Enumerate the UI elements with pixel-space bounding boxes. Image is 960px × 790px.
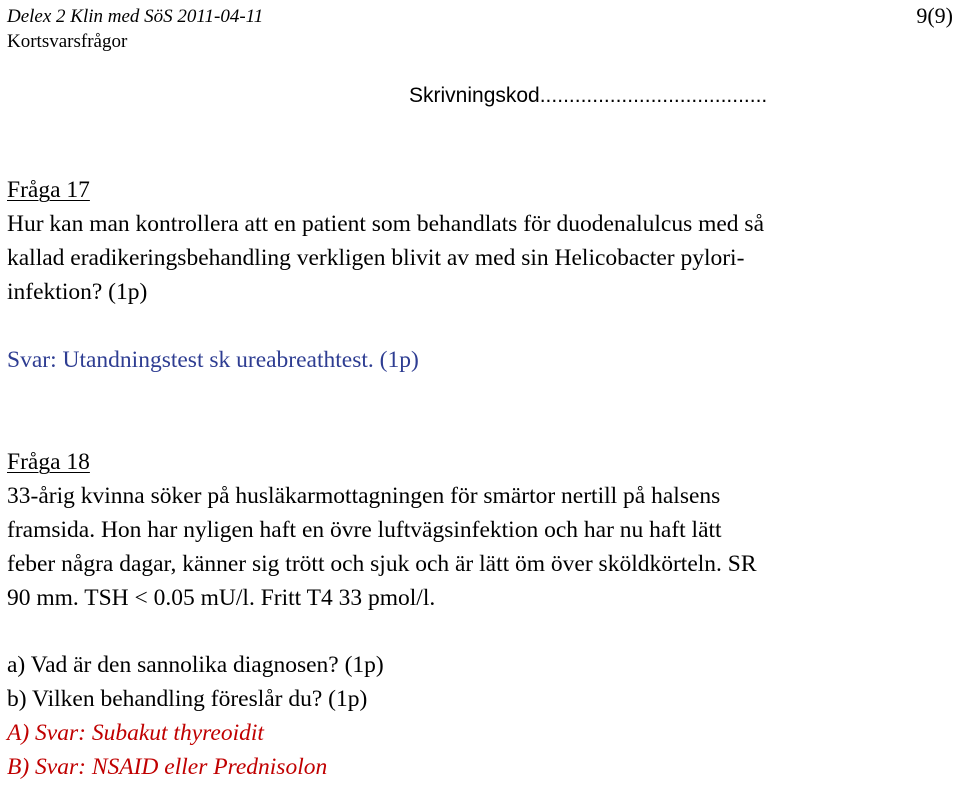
question-18 [7,445,957,615]
subquestion-b: b) Vilken behandling föreslår du? (1p) [7,686,368,712]
page-number: 9(9) [916,3,953,28]
question-17-heading: Fråga 17 [7,177,90,203]
question-18-subquestions [7,648,957,784]
page-header [7,4,263,54]
writing-code-field: Skrivningskod....................................... [409,84,768,107]
question-18-line: 33-årig kvinna söker på husläkarmottagningen för smärtor nertill på halsens [7,483,721,509]
course-title: Delex 2 Klin med SöS 2011-04-11 [7,6,264,27]
question-17-answer: Svar: Utandningstest sk ureabreathtest. (1p) [7,347,419,373]
subquestion-a: a) Vad är den sannolika diagnosen? (1p) [7,652,384,678]
question-18-line: feber några dagar, känner sig trött och sjuk och är lätt öm över sköldkörteln. SR [7,551,757,577]
question-18-line: 90 mm. TSH < 0.05 mU/l. Fritt T4 33 pmol/l. [7,585,436,611]
question-18-heading: Fråga 18 [7,449,90,475]
question-17-line: Hur kan man kontrollera att en patient som behandlats för duodenalulcus med så [7,211,765,237]
question-17-line: kallad eradikeringsbehandling verkligen blivit av med sin Helicobacter pylori- [7,245,745,271]
question-17 [7,173,957,309]
section-title: Kortsvarsfrågor [7,31,128,52]
question-18-line: framsida. Hon har nyligen haft en övre luftvägsinfektion och har nu haft lätt [7,517,722,543]
answer-b: B) Svar: NSAID eller Prednisolon [7,754,328,780]
question-17-line: infektion? (1p) [7,279,148,305]
answer-a: A) Svar: Subakut thyreoidit [7,720,264,746]
